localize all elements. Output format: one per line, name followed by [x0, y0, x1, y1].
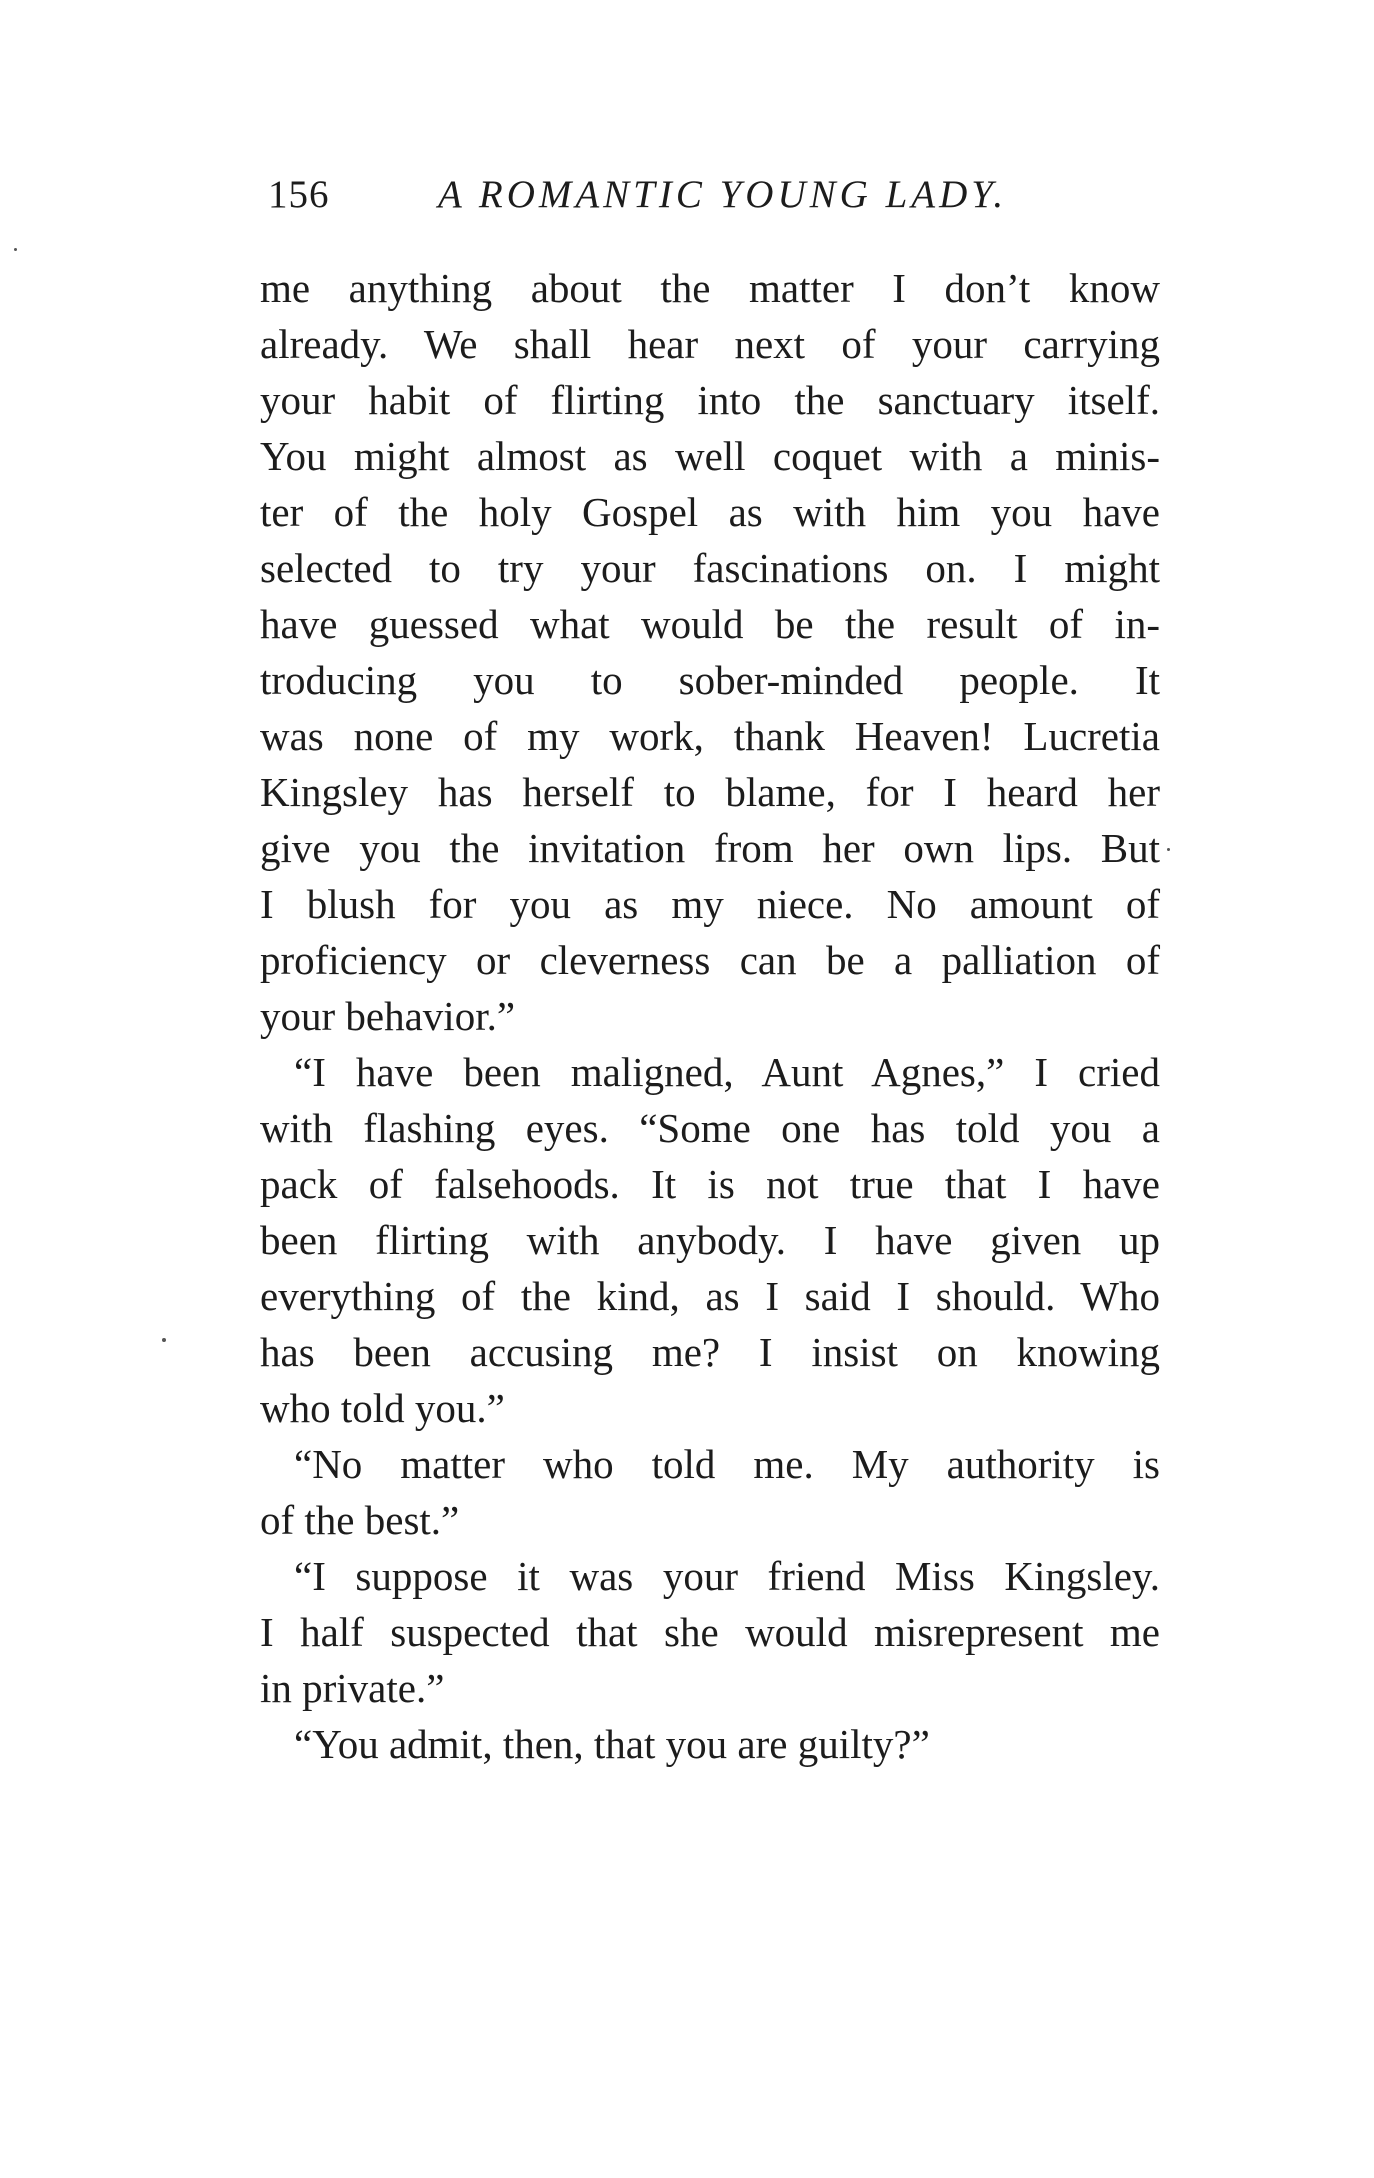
text-line: “No matter who told me. My authority is: [294, 1441, 1160, 1487]
text-line: been flirting with anybody. I have given up: [260, 1217, 1160, 1263]
text-line: everything of the kind, as I said I should. Who: [260, 1273, 1160, 1319]
text-line: in private.”: [260, 1665, 445, 1711]
text-line: selected to try your fascinations on. I might: [260, 545, 1160, 591]
print-speck: [162, 1338, 166, 1342]
text-line: Kingsley has herself to blame, for I heard her: [260, 769, 1160, 815]
text-line: You might almost as well coquet with a minis-: [260, 433, 1160, 479]
body-text: [260, 260, 1160, 1772]
text-line: troducing you to sober-minded people. It: [260, 657, 1160, 703]
text-line: your behavior.”: [260, 993, 516, 1039]
page-header: [268, 165, 1168, 225]
text-line: I blush for you as my niece. No amount of: [260, 881, 1160, 927]
running-title: A ROMANTIC YOUNG LADY.: [438, 173, 1008, 216]
print-speck: [14, 248, 17, 251]
text-line: your habit of flirting into the sanctuary itself.: [260, 377, 1160, 423]
text-line: “I suppose it was your friend Miss Kingsley.: [294, 1553, 1160, 1599]
text-line: “You admit, then, that you are guilty?”: [294, 1721, 930, 1767]
print-speck: [1167, 848, 1170, 851]
text-line: has been accusing me? I insist on knowing: [260, 1329, 1160, 1375]
text-line: with flashing eyes. “Some one has told you a: [260, 1105, 1160, 1151]
page-number: 156: [268, 173, 330, 216]
text-line: I half suspected that she would misrepresent me: [260, 1609, 1160, 1655]
text-line: give you the invitation from her own lips. But: [260, 825, 1160, 871]
text-line: already. We shall hear next of your carrying: [260, 321, 1160, 367]
text-line: pack of falsehoods. It is not true that I have: [260, 1161, 1160, 1207]
text-line: who told you.”: [260, 1385, 505, 1431]
text-line: ter of the holy Gospel as with him you have: [260, 489, 1160, 535]
text-line: of the best.”: [260, 1497, 460, 1543]
text-line: proficiency or cleverness can be a palliation of: [260, 937, 1160, 983]
text-line: me anything about the matter I don’t know: [260, 265, 1160, 311]
text-line: was none of my work, thank Heaven! Lucretia: [260, 713, 1160, 759]
text-line: “I have been maligned, Aunt Agnes,” I cried: [294, 1049, 1160, 1095]
text-line: have guessed what would be the result of in-: [260, 601, 1160, 647]
